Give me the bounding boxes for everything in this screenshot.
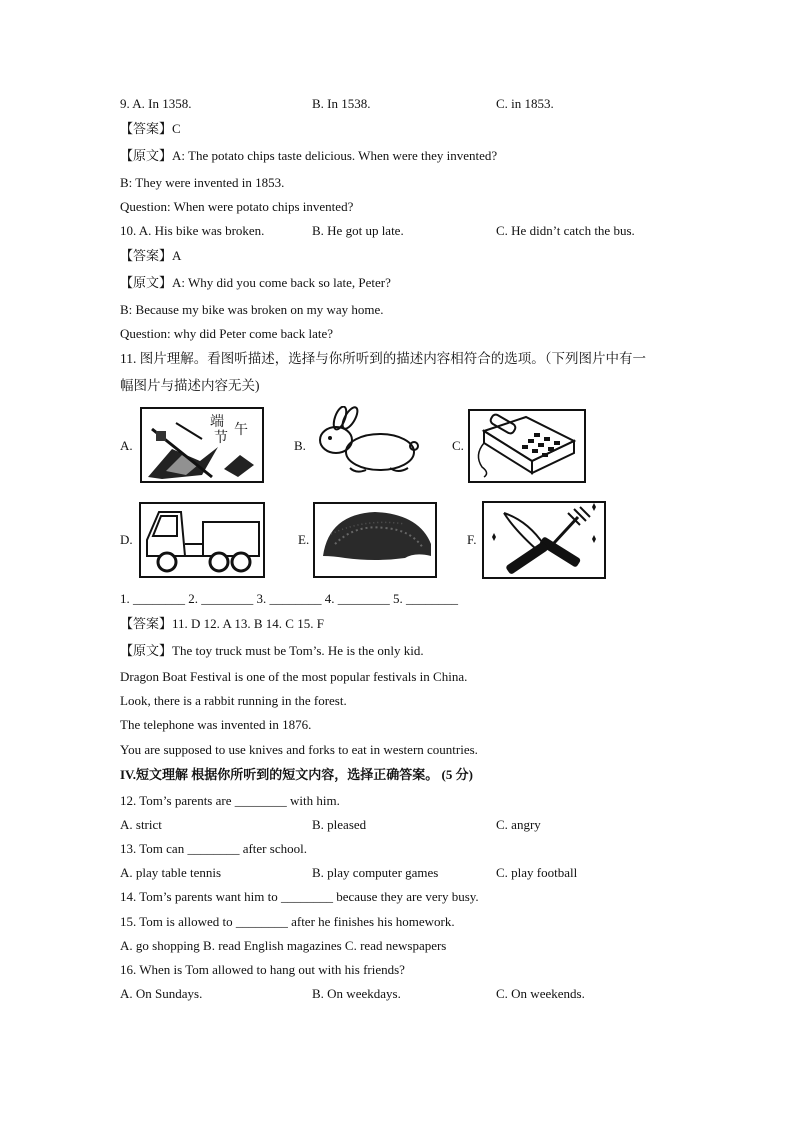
q15-options: A. go shopping B. read English magazines C. read newspapers — [120, 938, 447, 953]
picture-f-label: F. — [467, 532, 477, 547]
q16-option-a: A. On Sundays. — [120, 986, 203, 1001]
q12-option-c: C. angry — [496, 817, 541, 832]
picture-d-label: D. — [120, 532, 133, 547]
rabbit-icon — [310, 406, 422, 478]
picture-a-char-1: 端 — [210, 414, 224, 430]
picture-b-label: B. — [294, 438, 306, 453]
q11-instruction-line1: 11. 图片理解。看图听描述，选择与你所听到的描述内容相符合的选项。（下列图片中有一 — [120, 351, 646, 366]
q9-transcript-a: 【原文】A: The potato chips taste delicious. When were they invented? — [120, 148, 498, 163]
q16-stem: 16. When is Tom allowed to hang out with his friends? — [120, 962, 405, 977]
q11-blanks: 1. ________ 2. ________ 3. ________ 4. ________ 5. ________ — [120, 591, 458, 606]
q11-instruction-line2: 幅图片与描述内容无关) — [120, 378, 260, 393]
q11-transcript-5: You are supposed to use knives and forks to eat in western countries. — [120, 742, 478, 757]
q9-option-a: 9. A. In 1358. — [120, 96, 192, 111]
q16-option-b: B. On weekdays. — [312, 986, 401, 1001]
truck-picture — [139, 502, 265, 578]
q11-transcript-1: 【原文】The toy truck must be Tom’s. He is the only kid. — [120, 643, 424, 658]
picture-a-char-3: 午 — [234, 422, 248, 438]
q12-option-a: A. strict — [120, 817, 162, 832]
q9-option-c: C. in 1853. — [496, 96, 554, 111]
q10-option-b: B. He got up late. — [312, 223, 404, 238]
truck-icon — [141, 504, 263, 576]
q10-transcript-a: 【原文】A: Why did you come back so late, Peter? — [120, 275, 391, 290]
q11-transcript-2: Dragon Boat Festival is one of the most popular festivals in China. — [120, 669, 468, 684]
picture-a-label: A. — [120, 438, 133, 453]
telephone-picture — [468, 409, 586, 483]
q12-stem: 12. Tom’s parents are ________ with him. — [120, 793, 340, 808]
picture-a-char-2: 节 — [214, 430, 228, 446]
q13-option-a: A. play table tennis — [120, 865, 222, 880]
q13-option-c: C. play football — [496, 865, 578, 880]
q12-option-b: B. pleased — [312, 817, 367, 832]
q14-stem: 14. Tom’s parents want him to ________ because they are very busy. — [120, 889, 479, 904]
q15-stem: 15. Tom is allowed to ________ after he finishes his homework. — [120, 914, 455, 929]
q11-answer: 【答案】11. D 12. A 13. B 14. C 15. F — [120, 616, 324, 631]
hedgehog-icon — [315, 504, 435, 576]
hedgehog-picture — [313, 502, 437, 578]
q13-option-b: B. play computer games — [312, 865, 439, 880]
knife-and-fork-icon — [484, 503, 604, 577]
q11-transcript-3: Look, there is a rabbit running in the forest. — [120, 693, 347, 708]
q11-transcript-4: The telephone was invented in 1876. — [120, 717, 312, 732]
q9-option-b: B. In 1538. — [312, 96, 371, 111]
q13-stem: 13. Tom can ________ after school. — [120, 841, 307, 856]
q10-option-a: 10. A. His bike was broken. — [120, 223, 265, 238]
picture-c-label: C. — [452, 438, 464, 453]
q9-question: Question: When were potato chips invented? — [120, 199, 354, 214]
picture-e-label: E. — [298, 532, 310, 547]
telephone-icon — [470, 411, 584, 481]
q16-option-c: C. On weekends. — [496, 986, 585, 1001]
q9-answer: 【答案】C — [120, 121, 181, 136]
rabbit-picture — [310, 406, 422, 478]
q10-transcript-b: B: Because my bike was broken on my way home. — [120, 302, 384, 317]
q10-option-c: C. He didn’t catch the bus. — [496, 223, 635, 238]
q10-answer: 【答案】A — [120, 248, 182, 263]
section-iv-heading: IV.短文理解 根据你所听到的短文内容，选择正确答案。 (5 分) — [120, 767, 473, 782]
q10-question: Question: why did Peter come back late? — [120, 326, 333, 341]
knife-fork-picture — [482, 501, 606, 579]
dragon-boat-festival-picture — [140, 407, 264, 483]
q9-transcript-b: B: They were invented in 1853. — [120, 175, 285, 190]
